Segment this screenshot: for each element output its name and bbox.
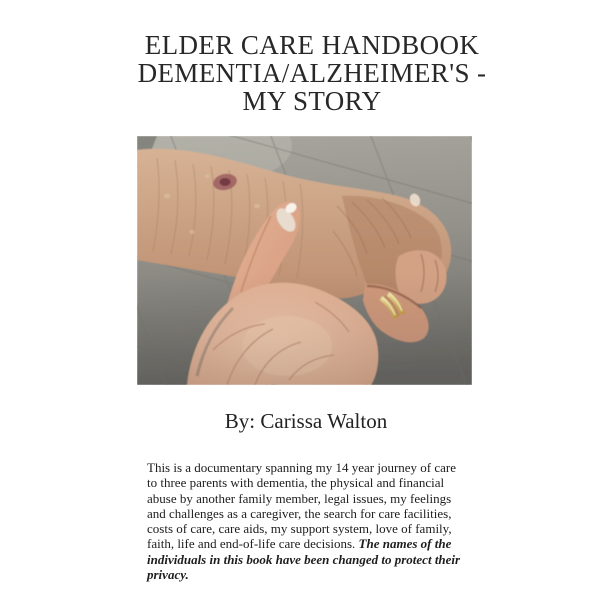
title-line-2: DEMENTIA/ALZHEIMER'S - bbox=[137, 58, 487, 88]
vignette bbox=[137, 136, 472, 385]
description bbox=[147, 460, 468, 582]
title-line-1: ELDER CARE HANDBOOK bbox=[144, 30, 480, 60]
title-line-3: MY STORY bbox=[242, 86, 382, 116]
description-body: This is a documentary spanning my 14 year journey of care to three parents with dementia, the physical and financial abuse by another family member, legal issues, my feelings and challenges as a caregiver, the search for care facilities, costs of care, care aids, my support system, love of family, faith, life and end-of-life care decisions. bbox=[147, 460, 457, 552]
cover-photo bbox=[137, 136, 472, 385]
description-emphasis: The names of the individuals in this book have been changed to protect their privacy. bbox=[147, 536, 461, 583]
author-line: By: Carissa Walton bbox=[224, 409, 388, 433]
hands-photo-illustration bbox=[137, 136, 472, 385]
book-title bbox=[6, 31, 612, 115]
